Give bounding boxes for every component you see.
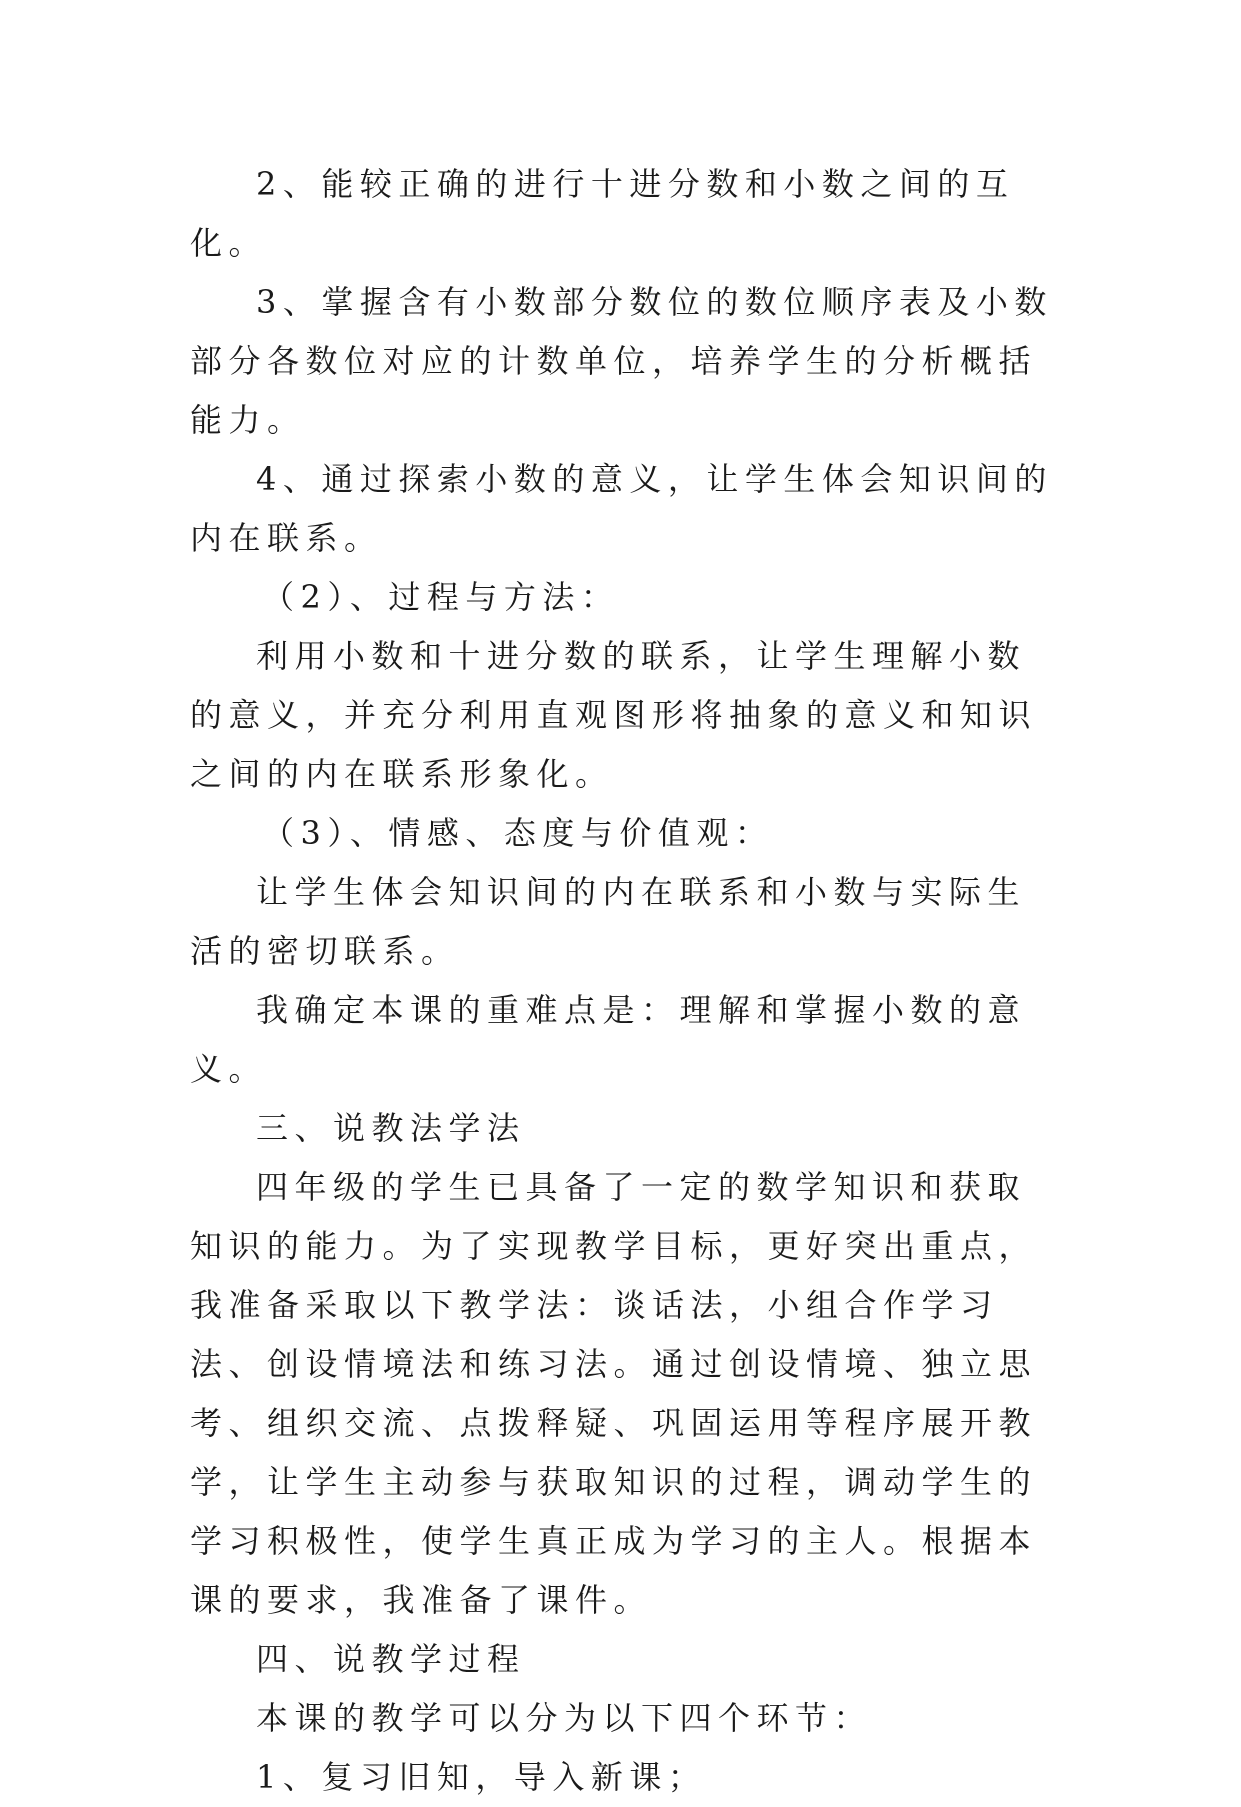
paragraph-process-method: 利用小数和十进分数的联系，让学生理解小数的意义，并充分利用直观图形将抽象的意义和知识之间的内在联系形象化。	[190, 637, 1038, 793]
paragraph-objective-2: 2、能较正确的进行十进分数和小数之间的互化。	[190, 165, 1015, 262]
heading-process-method: （2）、过程与方法：	[262, 578, 620, 616]
paragraph-emotion-values: 让学生体会知识间的内在联系和小数与实际生活的密切联系。	[190, 873, 1027, 970]
paragraph-teaching-methods: 四年级的学生已具备了一定的数学知识和获取知识的能力。为了实现教学目标，更好突出重点，我准备采取以下教学法：谈话法，小组合作学习法、创设情境法和练习法。通过创设情境、独立思考、组织交流、点拨释疑、巩固运用等程序展开教学，让学生主动参与获取知识的过程，调动学生的学习积极性，使学生真正成为学习的主人。根据本课的要求，我准备了课件。	[190, 1168, 1038, 1619]
document-body	[190, 155, 1060, 1807]
paragraph-objective-3: 3、掌握含有小数部分数位的数位顺序表及小数部分各数位对应的计数单位，培养学生的分析概括能力。	[190, 283, 1053, 439]
heading-teaching-process: 四、说教学过程	[256, 1640, 526, 1678]
paragraph-four-stages: 本课的教学可以分为以下四个环节：	[256, 1699, 873, 1737]
paragraph-stage-1: 1、复习旧知，导入新课；	[256, 1758, 707, 1796]
heading-emotion-values: （3）、情感、态度与价值观：	[262, 814, 774, 852]
paragraph-objective-4: 4、通过探索小数的意义，让学生体会知识间的内在联系。	[190, 460, 1053, 557]
heading-teaching-methods: 三、说教法学法	[256, 1109, 526, 1147]
paragraph-key-points: 我确定本课的重难点是：理解和掌握小数的意义。	[190, 991, 1027, 1088]
